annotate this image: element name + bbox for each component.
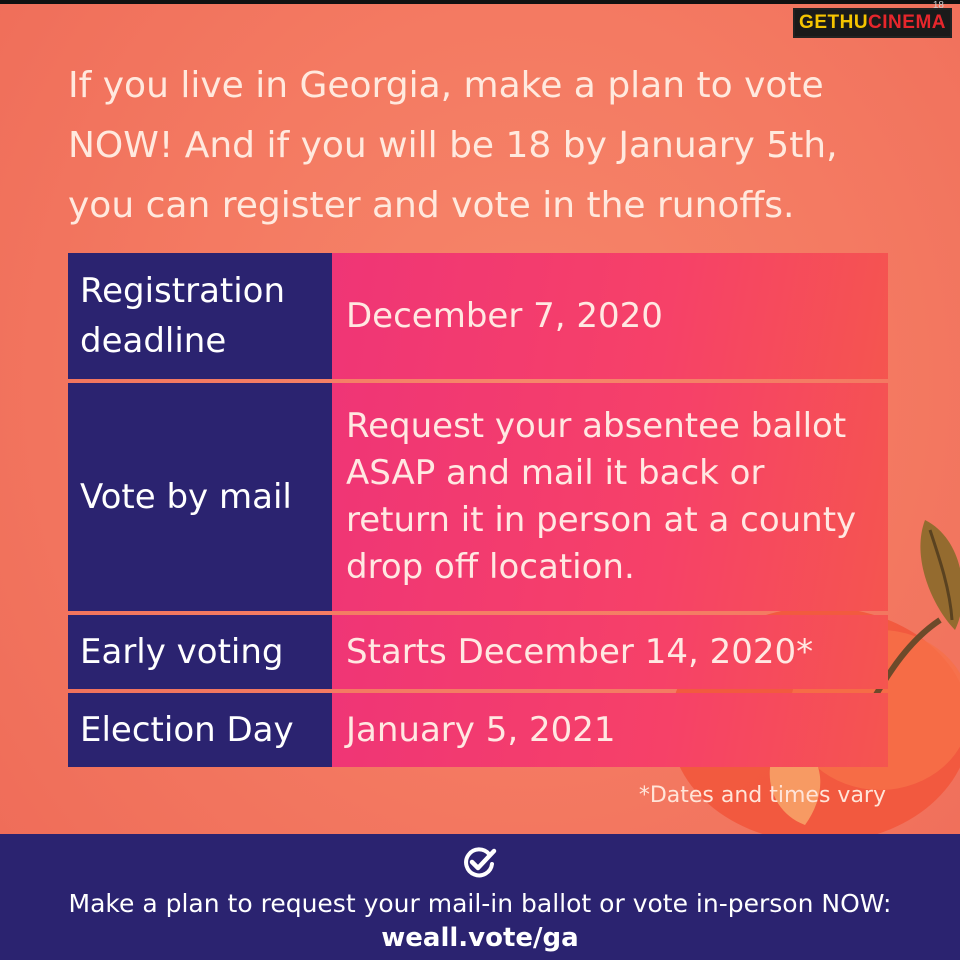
- row-value: January 5, 2021: [332, 693, 888, 767]
- row-value: Starts December 14, 2020*: [332, 615, 888, 689]
- footnote: *Dates and times vary: [638, 783, 886, 808]
- row-value: Request your absentee ballot ASAP and mail it back or return it in person at a county drop off location.: [332, 383, 888, 611]
- table-row: [68, 383, 888, 611]
- top-border: [0, 0, 960, 4]
- watermark-logo: [793, 0, 952, 38]
- row-label: Registration deadline: [68, 253, 332, 379]
- table-row: [68, 253, 888, 379]
- check-icon: [462, 846, 498, 878]
- footer-url-link[interactable]: weall.vote/ga: [381, 923, 579, 953]
- row-label: Election Day: [68, 693, 332, 767]
- footer-banner: [0, 834, 960, 960]
- row-label: Vote by mail: [68, 383, 332, 611]
- row-label: Early voting: [68, 615, 332, 689]
- table-row: [68, 693, 888, 767]
- table-row: [68, 615, 888, 689]
- footer-cta: Make a plan to request your mail-in ballot or vote in-person NOW:: [68, 889, 892, 918]
- row-value: December 7, 2020: [332, 253, 888, 379]
- watermark-text-part1: GETHU: [799, 12, 869, 33]
- watermark-text-part2: CINEMA: [868, 12, 946, 33]
- headline: If you live in Georgia, make a plan to vote NOW! And if you will be 18 by January 5th, you can register and vote in the runoffs.: [68, 65, 838, 226]
- voting-info-table: [68, 253, 888, 771]
- watermark-badge: 18: [932, 0, 944, 11]
